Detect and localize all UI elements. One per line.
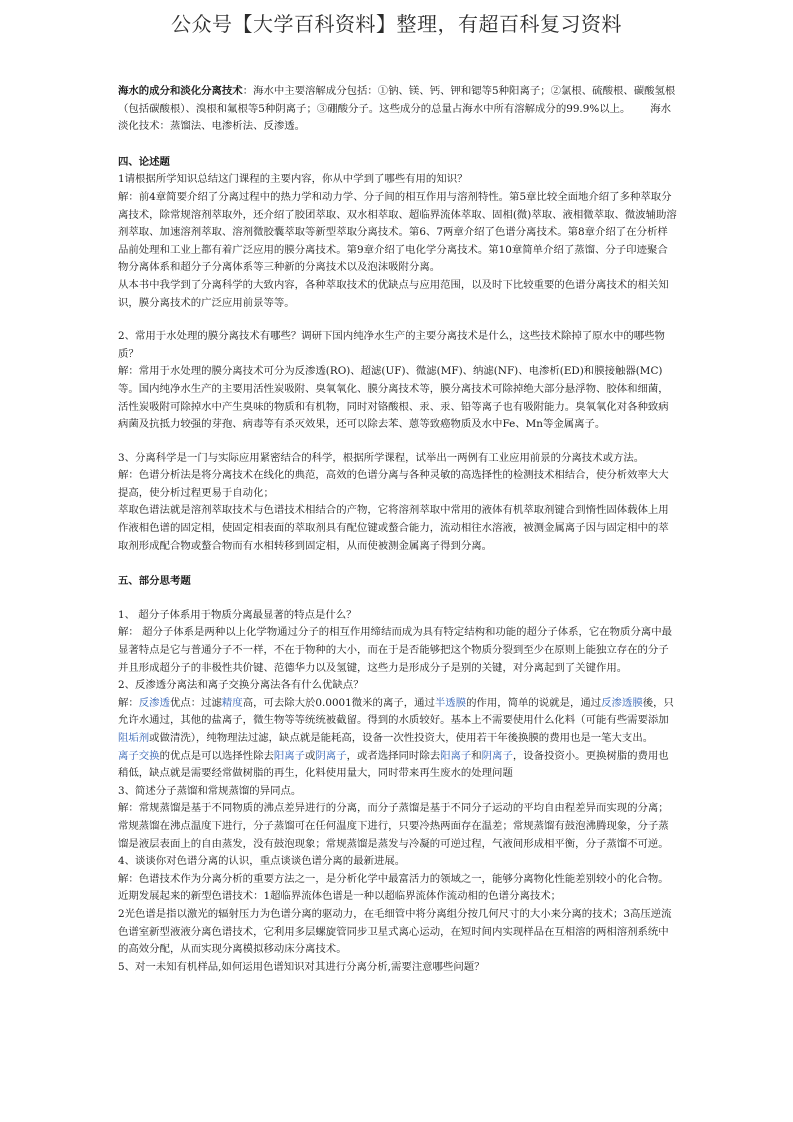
text: 的优点是可以选择性除去 (159, 749, 274, 762)
answer: 解： 超分子体系是两种以上化学物通过分子的相互作用缔结而成为具有特定结构和功能的超分子体系，它在物质分离中最显著特点是它与普通分子不一样，不在于物种的大小，而在于是否能够把这个物质分裂到至少在原则上能独立存在的分子并且形成超分子的非极性共价键、范德华力以及氢键，这些力是形成分子是别的关键，对分离起到了关键作用。 (118, 626, 673, 674)
link-term[interactable]: 反渗透 (138, 696, 170, 709)
answer: 解：色谱技术作为分离分析的重要方法之一，是分析化学中最富活力的领域之一，能够分离物化性能差别较小的化合物。 (118, 872, 669, 885)
question: 3、分离科学是一门与实际应用紧密结合的科学，根据所学课程，试举出一两例有工业应用前景的分离技术或方法。 (118, 451, 645, 464)
link-term[interactable]: 阴离子 (481, 749, 513, 762)
text: 後，只允许水通过，其他的盐离子，微生物等等统统被截留。得到的水质较好。基本上不需要使用什么化料（可能有些需要添加 (118, 696, 674, 727)
question: 1请根据所学知识总结这门课程的主要内容，你从中学到了哪些有用的知识？ (118, 173, 468, 186)
answer: 从本书中我学到了分离科学的大致内容，各种萃取技术的优缺点与应用范围，以及时下比较重要的色谱分离技术的相关知识，膜分离技术的广泛应用前景等等。 (118, 278, 669, 309)
document-body (118, 83, 678, 976)
answer: 解：常用于水处理的膜分离技术可分为反渗透(RO)、超滤(UF)、微滤(MF)、纳滤(NF)、电渗析(ED)和膜接触器(MC)等。国内纯净水生产的主要用活性炭吸附、臭氧氧化、膜分离技术等，膜分离技术可除掉绝大部分悬浮物、胶体和细菌，活性炭吸附可除掉水中产生臭味的物质和有机物，同时对铬酸根、汞、汞、铅等离子也有吸附能力。臭氧氧化对各种致病病菌及抗抵力较强的芽孢、病毒等有杀灭效果，还可以除去苯、蒽等致癌物质及水中Fe、Mn等金属离子。 (118, 365, 669, 431)
answer: 近期发展起来的新型色谱技术：1超临界流体色谱是一种以超临界流体作流动相的色谱分离技术； (118, 890, 562, 903)
text: 或做清洗），纯物理法过滤，缺点就是能耗高，设备一次性投资大，使用若干年後换膜的费用也是一笔大支出。 (149, 732, 654, 744)
link-term[interactable]: 阳离子 (440, 749, 472, 762)
answer (118, 748, 678, 783)
text: 高，可去除大於0.0001微米的离子，通过 (242, 696, 435, 709)
question: 1、 超分子体系用于物质分离最显著的特点是什么？ (118, 608, 357, 621)
link-term[interactable]: 离子交换 (118, 749, 160, 762)
link-term[interactable]: 阴离子 (315, 749, 347, 762)
page-header: 公众号【大学百科资料】整理，有超百科复习资料 (171, 12, 622, 36)
link-term[interactable]: 阻垢剂 (118, 732, 150, 744)
link-term[interactable]: 半透膜 (434, 696, 467, 709)
intro-text: ：海水中主要溶解成分包括：①钠、镁、钙、钾和锶等5种阳离子；②氯根、硫酸根、碳酸氢根（包括碳酸根）、溴根和氟根等5种阴离子；③硼酸分子。这些成分的总量占海水中所有溶解成分的99.9%以上。 (118, 85, 676, 115)
section5-heading: 五、部分思考题 (118, 575, 191, 588)
answer: 解：色谱分析法是将分离技术在线化的典范，高效的色谱分离与各种灵敏的高选择性的检测技术相结合，使分析效率大大提高，使分析过程更易于自动化； (118, 469, 669, 499)
text: 和 (471, 749, 482, 762)
intro-term: 海水的成分和淡化分离技术 (118, 85, 243, 97)
intro-text-2: 海水淡化技术：蒸馏法、电渗析法、反渗透。 (118, 102, 671, 133)
text: 或 (305, 749, 316, 762)
question: 2、常用于水处理的膜分离技术有哪些？调研下国内纯净水生产的主要分离技术是什么，这些技术除掉了原水中的哪些物质？ (118, 330, 665, 360)
link-term[interactable]: 阳离子 (273, 749, 306, 762)
section4-heading: 四、论述题 (118, 155, 170, 168)
text: ，设备投资小。更换树脂的费用也稍低，缺点就是需要经常做树脂的再生，化料使用量大，同时带来再生废水的处理问题 (118, 749, 669, 780)
question: 2、反渗透分离法和离子交换分离法各有什么优缺点？ (118, 679, 364, 692)
link-term[interactable]: 反渗透膜 (601, 696, 643, 709)
question: 5、对一未知有机样品,如何运用色谱知识对其进行分离分析,需要注意哪些问题？ (118, 960, 485, 973)
answer: 萃取色谱法就是溶剂萃取技术与色谱技术相结合的产物，它将溶剂萃取中常用的液体有机萃取剂键合到惰性固体载体上用作液相色谱的固定相，使固定相表面的萃取剂具有配位键或螯合能力，流动相往水溶液，被测金属离子因与固定相中的萃取剂形成配合物或螯合物而有水相转移到固定相，从而使被测金属离子得到分离。 (118, 504, 669, 552)
link-term[interactable]: 精度 (221, 696, 243, 709)
text: 的作用，简单的说就是，通过 (466, 696, 602, 709)
text: ，或者选择同时除去 (346, 749, 441, 762)
answer: 解：前4章简要介绍了分离过程中的热力学和动力学、分子间的相互作用与溶剂特性。第5章比较全面地介绍了多种萃取分离技术，除常规溶剂萃取外，还介绍了胶团萃取、双水相萃取、超临界流体萃取、固相(微)萃取、液相微萃取、微波辅助溶剂萃取、加速溶剂萃取、溶剂微胶囊萃取等新型萃取分离技术。第6、7两章介绍了色谱分离技术。第8章介绍了在分析样品前处理和工业上都有着广泛应用的膜分离技术。第9章介绍了电化学分离技术。第10章简单介绍了蒸馏、分子印迹聚合物分离体系和超分子分离体系等三种新的分离技术以及泡沫吸附分离。 (118, 190, 677, 274)
question: 3、简述分子蒸馏和常规蒸馏的异同点。 (118, 784, 302, 797)
question: 4、谈谈你对色谱分离的认识，重点谈谈色谱分离的最新进展。 (118, 855, 406, 868)
answer: 2光色谱是指以激光的辐射压力为色谱分离的驱动力，在毛细管中将分离组分按几何尺寸的大小来分离的技术；3高压逆流色谱室新型液液分离色谱技术，它利用多层螺旋管同步卫星式离心运动，在短时间内实现样品在互相溶的两相溶剂系统中的高效分配，从而实现分离模拟移动床分离技术。 (118, 907, 672, 956)
answer: 解：常规蒸馏是基于不同物质的沸点差异进行的分离，而分子蒸馏是基于不同分子运动的平均自由程差异而实现的分离；常规蒸馏在沸点温度下进行，分子蒸馏可在任何温度下进行，只要冷热两面存在温差；常规蒸馏有鼓泡沸腾现象，分子蒸馏是液层表面上的自由蒸发，没有鼓泡现象；常规蒸馏是蒸发与冷凝的可逆过程，气液间形成相平衡，分子蒸馏不可逆。 (118, 802, 669, 850)
text: 优点：过滤 (169, 696, 222, 709)
answer (118, 695, 678, 748)
intro-paragraph (118, 83, 678, 136)
text: 解： (118, 696, 139, 709)
